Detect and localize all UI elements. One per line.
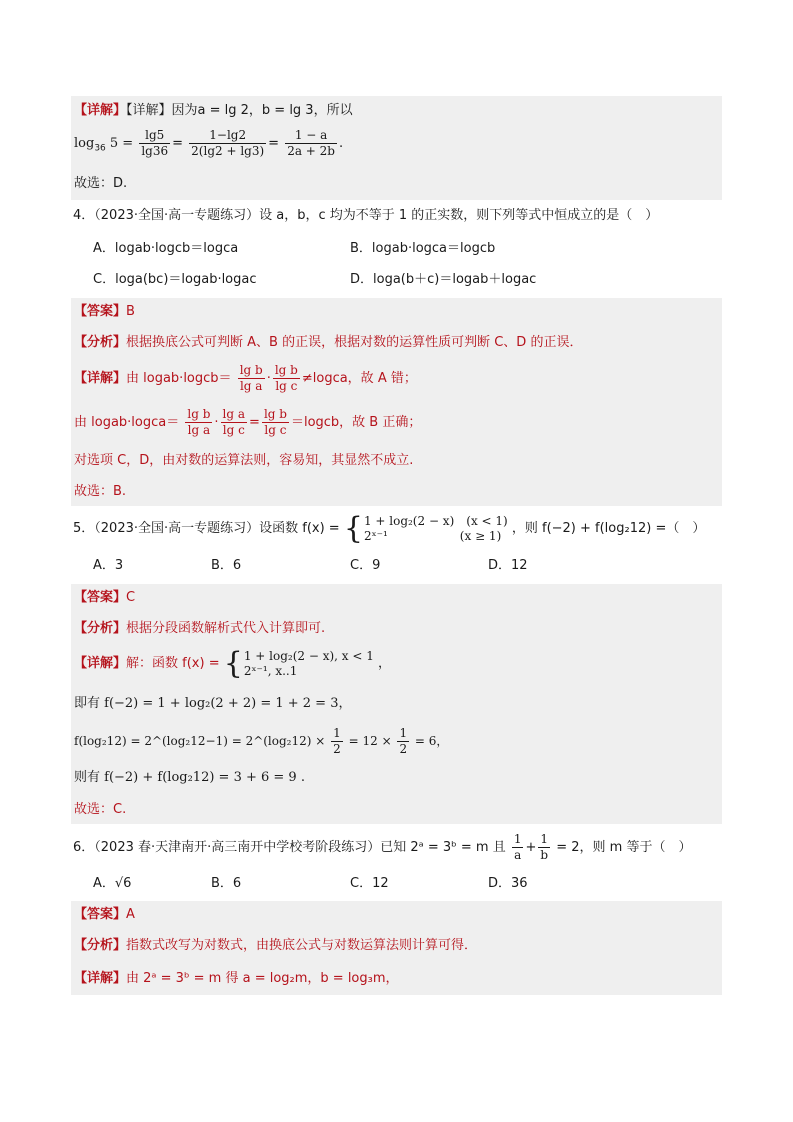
denominator: 2 [333, 742, 341, 756]
stem-text: 6．（2023 春·天津南开·高三南开中学校考阶段练习）已知 2ᵃ = 3ᵇ = m 且 [73, 840, 506, 855]
analysis-text [74, 335, 582, 350]
denominator: a [514, 848, 522, 862]
formula-line: $\log_{36} 5$ = $\frac{\lg 5}{\lg 36}$ = $\frac{1-\lg 2}{2(\lg 2 + \lg 3)}$ = $\frac{1 - a}{2a + 2b}$ . [74, 128, 344, 158]
detail-line-2: 即有 f(−2) = 1 + log₂(2 + 2) = 1 + 2 = 3， [74, 696, 352, 711]
solution-block-q4 [71, 298, 722, 506]
section-tag: 【分析】 [74, 335, 127, 350]
log-base: 36 [94, 143, 106, 154]
detail-line-1 [74, 646, 391, 682]
section-tag: 【分析】 [74, 938, 127, 953]
numerator: 1 [513, 832, 522, 846]
detail-text: = 6， [414, 734, 449, 748]
solution-detail-line [74, 101, 353, 121]
answer-line [74, 588, 135, 608]
q5-option-a: A．3 [93, 558, 124, 573]
numerator: lg b [187, 407, 211, 421]
piecewise-cases [364, 514, 508, 544]
denominator: lg36 [141, 144, 169, 158]
stem-text: = 2，则 m 等于（ ） [556, 840, 692, 855]
plus-sign: + [525, 840, 537, 855]
q6-option-a: A．√6 [93, 876, 132, 891]
detail-text [74, 371, 232, 386]
brace-symbol: { [343, 510, 363, 546]
log-text: log [74, 136, 95, 151]
choice-line: 故选：D. [74, 176, 128, 191]
numerator: lg b [274, 363, 298, 377]
analysis-text [74, 938, 477, 953]
solution-block-q3 [71, 96, 722, 200]
detail-text: ， [378, 656, 392, 671]
detail-line-4: 则有 f(−2) + f(log₂12) = 3 + 6 = 9 . [74, 770, 305, 785]
section-text: B [126, 304, 135, 319]
denominator: 2(lg2 + lg3) [191, 144, 265, 158]
fraction [262, 407, 289, 438]
section-text: 由 2ᵃ = 3ᵇ = m 得 a = log₂m，b = log₃m， [126, 971, 399, 986]
numerator: 1 [399, 726, 408, 740]
section-text: 由 logab·logcb＝ [126, 371, 232, 386]
q6-option-b: B．6 [211, 876, 242, 891]
numerator: lg b [263, 407, 287, 421]
detail-text: f(log₂12) = 2^(log₂12−1) = 2^(log₂12) × [74, 734, 326, 748]
numerator: lg a [222, 407, 246, 421]
fraction [221, 407, 248, 438]
denominator: lg c [264, 423, 287, 437]
numerator: 1 − a [285, 128, 337, 144]
q5-option-d: D．12 [488, 558, 528, 573]
detail-text [74, 656, 220, 671]
piecewise-cases [244, 649, 374, 679]
detail-text: ≠logca，故 A 错； [301, 371, 417, 386]
case-2: 2ˣ⁻¹, x..1 [243, 663, 298, 678]
period: . [339, 136, 344, 151]
stem-text: ，则 f(−2) + f(log₂12) =（ ） [511, 521, 706, 536]
q5-option-b: B．6 [211, 558, 242, 573]
section-tag: 【答案】 [74, 304, 127, 319]
denominator: b [540, 848, 549, 862]
denominator: 2 [399, 742, 408, 756]
fraction [512, 832, 524, 863]
section-text: 根据分段函数解析式代入计算即可. [126, 621, 326, 636]
section-text: 指数式改写为对数式，由换底公式与对数运算法则计算可得． [126, 938, 478, 953]
analysis-line [74, 936, 477, 956]
detail-tag: 【详解】 [74, 103, 127, 118]
denominator: lg c [275, 379, 298, 393]
numerator: 1 [333, 726, 341, 740]
answer-line [74, 905, 135, 925]
case-1: 1 + log₂(2 − x), x < 1 [243, 648, 374, 663]
solution-block-q5 [71, 584, 722, 824]
solution-block-q6 [71, 901, 722, 995]
section-tag: 【答案】 [74, 907, 127, 922]
q5-option-c: C．9 [350, 558, 381, 573]
section-tag: 【详解】 [74, 971, 127, 986]
fraction [397, 726, 409, 757]
case-2: 2ˣ⁻¹ (x ≥ 1) [363, 528, 502, 543]
numerator: 1 [538, 832, 550, 848]
detail-text: ＝logcb，故 B 正确； [290, 415, 422, 430]
section-tag: 【详解】 [74, 371, 127, 386]
denominator: 2a + 2b [287, 144, 335, 158]
stem-text: 5．（2023·全国·高一专题练习）设函数 f(x) = [73, 521, 340, 536]
fraction [189, 128, 266, 159]
q4-option-c: C．loga(bc)＝logab·logac [93, 272, 257, 287]
numerator: lg5 [139, 128, 170, 144]
q4-option-b: B．logab·logca＝logcb [350, 241, 496, 256]
denominator: lg c [222, 423, 245, 437]
case-1: 1 + log₂(2 − x) (x < 1) [363, 513, 508, 528]
fraction [285, 128, 337, 159]
detail-line-5: 故选：C. [74, 802, 127, 817]
section-text: A [126, 907, 135, 922]
fraction [331, 726, 343, 757]
detail-line-3: 对选项 C，D，由对数的运算法则，容易知，其显然不成立. [74, 453, 414, 468]
detail-text: 由 logab·logca＝ [74, 415, 180, 430]
answer-line [74, 302, 135, 322]
detail-line-4: 故选：B. [74, 484, 127, 499]
log-arg: 5 = [109, 136, 134, 151]
detail-line-1 [74, 969, 399, 989]
detail-text: 【详解】因为a = lg 2，b = lg 3，所以 [126, 103, 353, 118]
fraction [538, 832, 550, 863]
section-tag: 【详解】 [74, 656, 127, 671]
denominator: lg a [187, 423, 211, 437]
q4-option-d: D．loga(b＋c)＝logab＋logac [350, 272, 537, 287]
detail-line-2: 由 logab·logca＝ $\frac{\text{lg b}}{\text{lg a}}$ · $\frac{\text{lg a}}{\text{lg c}}$ = $\frac{\text{lg b}}{\text{lg c}}$ ＝logcb，故 B 正确； [74, 407, 422, 437]
fraction [273, 363, 300, 394]
section-tag [74, 971, 126, 986]
analysis-line [74, 333, 582, 353]
question-5-stem [73, 512, 705, 546]
fraction [139, 128, 170, 159]
section-text: C [126, 590, 136, 605]
analysis-text [74, 621, 325, 636]
numerator: lg b [239, 363, 263, 377]
section-text: 根据换底公式可判断 A、B 的正误，根据对数的运算性质可判断 C、D 的正误． [126, 335, 583, 350]
detail-line-1: 【详解】由 logab·logcb＝ $\frac{\text{lg b}}{\text{lg a}}$ · $\frac{\text{lg b}}{\text{lg c}}$ ≠logca，故 A 错； [74, 363, 417, 393]
fraction [185, 407, 212, 438]
question-4-stem: 4．（2023·全国·高一专题练习）设 a，b，c 均为不等于 1 的正实数，则下列等式中恒成立的是（ ） [73, 208, 659, 223]
section-text: 解：函数 f(x) = [126, 656, 220, 671]
section-tag: 【答案】 [74, 590, 127, 605]
detail-text: = 12 × [348, 734, 392, 748]
q6-option-d: D．36 [488, 876, 528, 891]
q6-option-c: C．12 [350, 876, 389, 891]
q4-option-a: A．logab·logcb＝logca [93, 241, 239, 256]
fraction [238, 363, 265, 394]
numerator: 1−lg2 [189, 128, 266, 144]
question-6-stem [73, 831, 691, 865]
brace-symbol: { [223, 645, 243, 681]
analysis-line [74, 619, 325, 639]
detail-line-3 [74, 724, 448, 758]
section-tag: 【分析】 [74, 621, 127, 636]
denominator: lg a [239, 379, 263, 393]
